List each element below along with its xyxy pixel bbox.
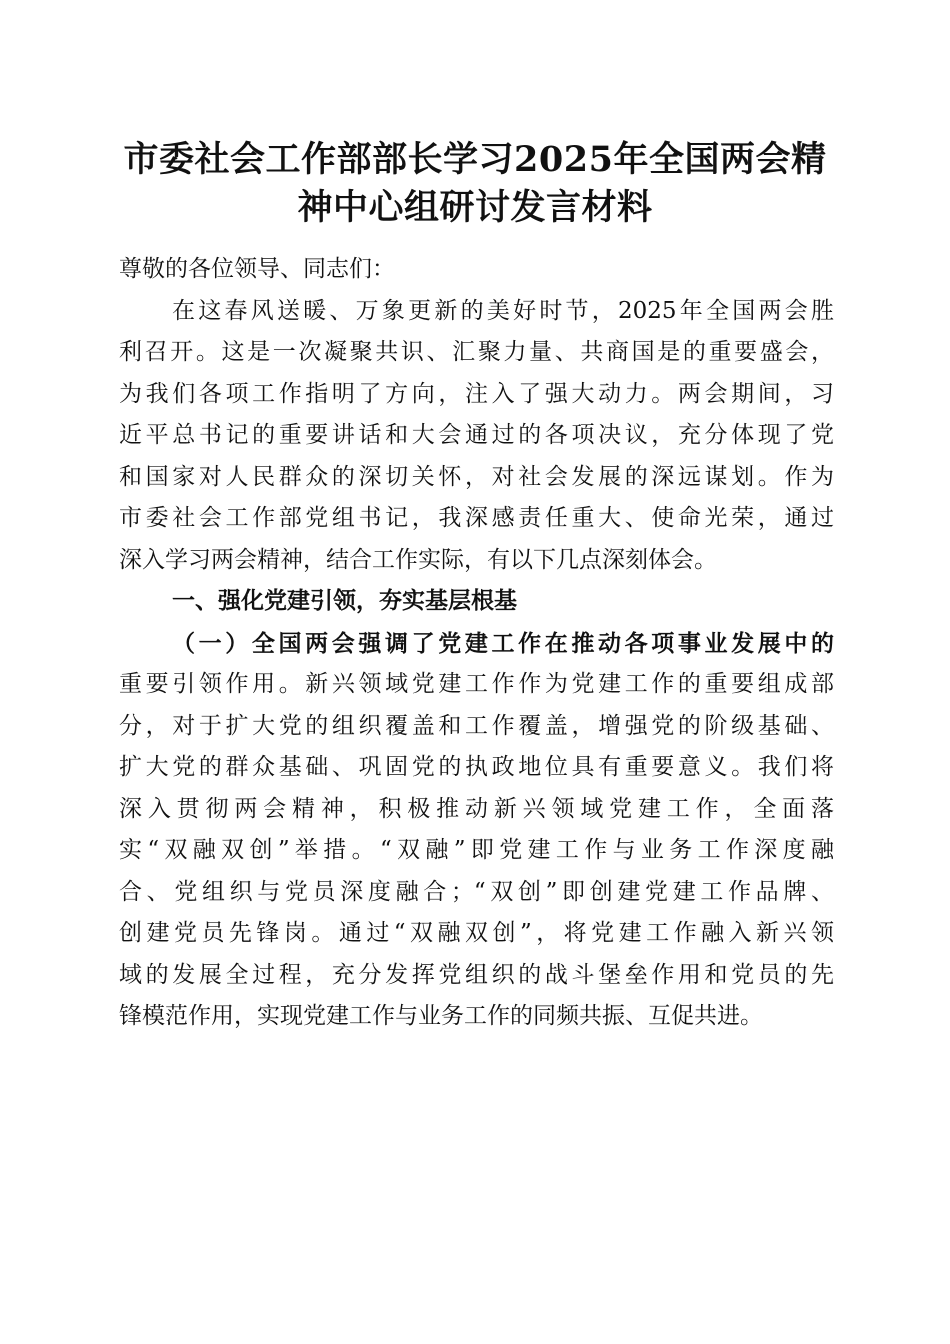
paragraph-line: 在这春风送暖、万象更新的美好时节，2025年全国两会胜 (172, 297, 834, 324)
paragraph-line: 扩大党的群众基础、巩固党的执政地位具有重要意义。我们将 (119, 754, 834, 780)
paragraph-line: 和国家对人民群众的深切关怀，对社会发展的深远谋划。作为 (119, 463, 834, 490)
title-line: 神中心组研讨发言材料 (297, 187, 653, 228)
paragraph-line: 创建党员先锋岗。通过“双融双创”，将党建工作融入新兴领 (119, 920, 834, 946)
paragraph-line: 为我们各项工作指明了方向，注入了强大动力。两会期间，习 (119, 380, 834, 407)
paragraph-line: 实“双融双创”举措。“双融”即党建工作与业务工作深度融 (119, 837, 834, 863)
paragraph-line: 分，对于扩大党的组织覆盖和工作覆盖，增强党的阶级基础、 (119, 712, 834, 739)
paragraph-line: 合、党组织与党员深度融合；“双创”即创建党建工作品牌、 (119, 878, 834, 905)
document-title (100, 136, 850, 232)
paragraph-line: 重要引领作用。新兴领域党建工作作为党建工作的重要组成部 (119, 671, 834, 697)
paragraph-line: 深入贯彻两会精神，积极推动新兴领域党建工作，全面落 (119, 795, 834, 822)
paragraph-line: 深入学习两会精神，结合工作实际，有以下几点深刻体会。 (119, 546, 717, 573)
section-heading: 一、强化党建引领，夯实基层根基 (172, 588, 517, 614)
paragraph-line: 锋模范作用，实现党建工作与业务工作的同频共振、互促共进。 (119, 1003, 763, 1029)
title-line: 市委社会工作部部长学习2025年全国两会精 (123, 139, 827, 180)
document-body (119, 249, 834, 1038)
paragraph-line: 利召开。这是一次凝聚共识、汇聚力量、共商国是的重要盛会， (119, 339, 834, 365)
paragraph-line: 市委社会工作部党组书记，我深感责任重大、使命光荣，通过 (119, 505, 834, 531)
subsection-line: （一）全国两会强调了党建工作在推动各项事业发展中的 (172, 629, 834, 657)
salutation: 尊敬的各位领导、同志们： (119, 256, 395, 282)
paragraph-line: 域的发展全过程，充分发挥党组织的战斗堡垒作用和党员的先 (119, 961, 834, 988)
paragraph-line: 近平总书记的重要讲话和大会通过的各项决议，充分体现了党 (119, 422, 834, 448)
